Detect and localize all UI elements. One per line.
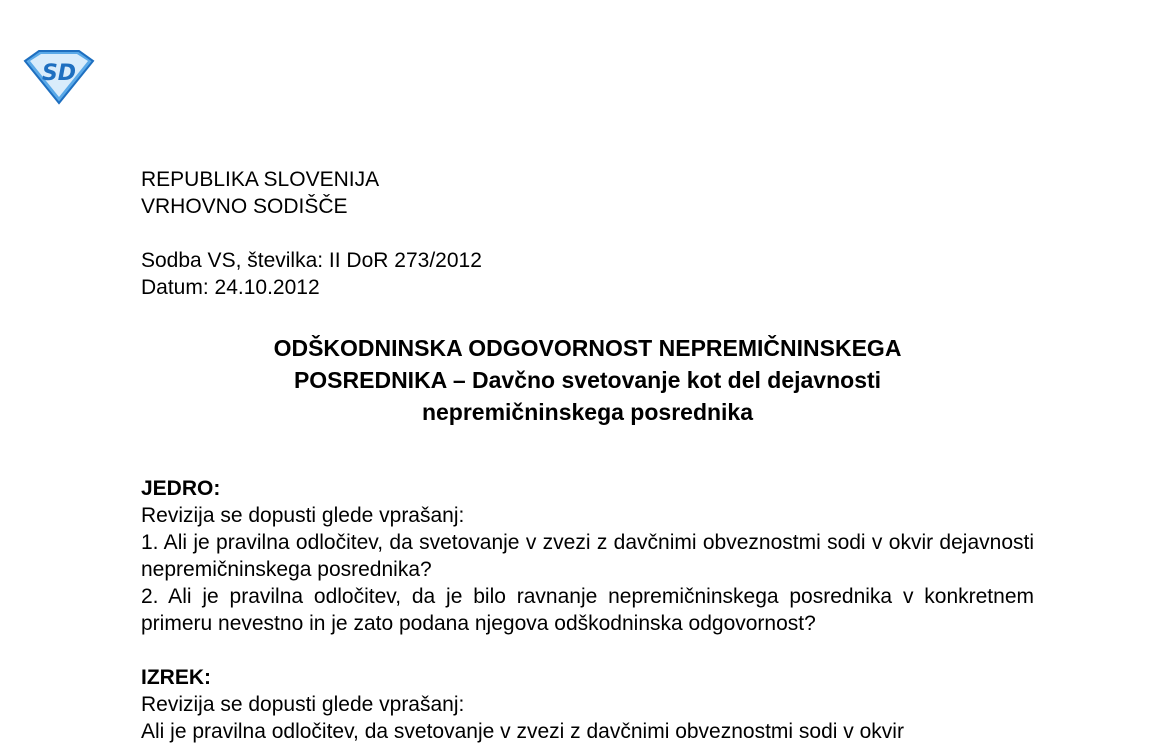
jedro-question-1: 1. Ali je pravilna odločitev, da svetovanje v zvezi z davčnimi obveznostmi sodi v okvir dejavnosti nepremičninskega posrednika? bbox=[141, 531, 1034, 581]
title-line-3: nepremičninskega posrednika bbox=[421, 399, 754, 425]
document-header bbox=[141, 166, 1034, 220]
court-logo bbox=[22, 47, 96, 105]
jedro-question-2: 2. Ali je pravilna odločitev, da je bilo ravnanje nepremičninskega posrednika v konkretnem primeru nevestno in je zato podana njegova odškodninska odgovornost? bbox=[141, 585, 1034, 635]
jedro-intro: Revizija se dopusti glede vprašanj: bbox=[141, 504, 465, 527]
svg-text:SD: SD bbox=[41, 61, 77, 86]
case-date: Datum: 24.10.2012 bbox=[141, 276, 320, 299]
case-info bbox=[141, 247, 1034, 301]
jedro-heading: JEDRO: bbox=[141, 477, 221, 500]
izrek-heading: IZREK: bbox=[141, 666, 211, 689]
title-line-2: POSREDNIKA – Davčno svetovanje kot del dejavnosti bbox=[293, 367, 882, 393]
document-page bbox=[141, 166, 1034, 745]
izrek-intro: Revizija se dopusti glede vprašanj: bbox=[141, 693, 465, 716]
section-jedro bbox=[141, 475, 1034, 637]
court-name: VRHOVNO SODIŠČE bbox=[141, 195, 348, 218]
title-line-1: ODŠKODNINSKA ODGOVORNOST NEPREMIČNINSKEGA bbox=[273, 335, 902, 361]
section-izrek bbox=[141, 664, 1034, 745]
case-number: Sodba VS, številka: II DoR 273/2012 bbox=[141, 249, 482, 272]
country-name: REPUBLIKA SLOVENIJA bbox=[141, 168, 380, 191]
document-title bbox=[141, 332, 1034, 428]
izrek-question-1: Ali je pravilna odločitev, da svetovanje v zvezi z davčnimi obveznostmi sodi v okvir bbox=[141, 720, 904, 743]
